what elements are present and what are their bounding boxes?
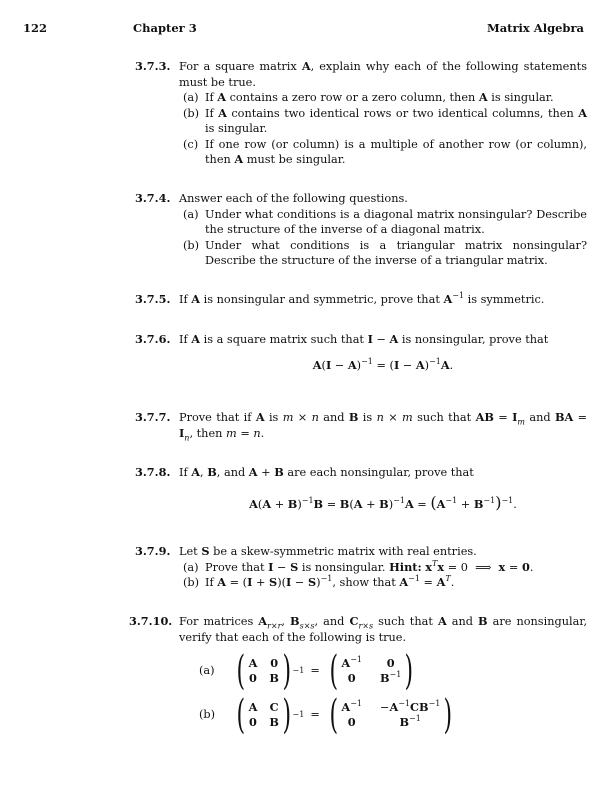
block-matrix-inverse: ( $A^{-1}$ $-A^{-1}CB^{-1}$ 0 $B^{-1}$ ) <box>329 692 453 738</box>
problem-3-7-3 <box>135 59 587 168</box>
part-c: (c) If one row (or column) is a multiple of another row (or column), then A must be singular. <box>183 137 587 166</box>
problem-3-7-4 <box>135 191 587 269</box>
problem-number: 3.7.8. <box>135 465 171 479</box>
block-matrix: ( A C 0 B ) −1 <box>236 692 305 738</box>
problem-3-7-5 <box>135 292 587 308</box>
problem-3-7-9 <box>135 544 587 591</box>
problem-text: For a square matrix A, explain why each of the following statements must be true. <box>179 59 587 89</box>
part-b: (b) If $A = (I + S)(I - S)^{-1}$, show that $A^{-1} = A^T$. <box>183 574 455 589</box>
running-title: Matrix Algebra <box>487 21 584 35</box>
problem-number: 3.7.3. <box>135 59 171 73</box>
problem-3-7-10 <box>129 614 588 738</box>
problem-number: 3.7.10. <box>129 614 173 628</box>
problem-number: 3.7.7. <box>135 410 171 424</box>
problem-3-7-6 <box>135 332 587 373</box>
problem-number: 3.7.9. <box>135 544 171 558</box>
display-equation: $A(I - A)^{-1} = (I - A)^{-1}A$. <box>312 356 454 372</box>
problem-text: If A is nonsingular and symmetric, prove that $A^{-1}$ is symmetric. <box>179 291 545 306</box>
equation-b: (b) ( A C 0 B ) −1 = ( $A^{-1}$ $-A^{-1}CB^{-1}$ 0 $B^{-1}$ ) <box>199 695 587 735</box>
problem-text: Let S be a skew-symmetric matrix with real entries. <box>179 544 477 558</box>
part-a: (a) Under what conditions is a diagonal matrix nonsingular? Describe the structure of the inverse of a diagonal matrix. <box>183 207 587 236</box>
block-matrix: ( A 0 0 B ) −1 <box>236 648 305 694</box>
block-matrix-inverse: ( $A^{-1}$ 0 0 $B^{-1}$ ) <box>329 648 414 694</box>
problem-3-7-7 <box>135 410 587 441</box>
part-b: (b) Under what conditions is a triangular matrix nonsingular? Describe the structure of the inverse of a triangular matrix. <box>183 238 587 267</box>
problem-text: For matrices $A_{r\times r}$, $B_{s\times s}$, and $C_{r\times s}$ such that A and B are nonsingular, verify that each of the following is true. <box>179 614 588 644</box>
part-a: (a) Prove that I − S is nonsingular. Hint: $x^Tx = 0$ ⟹ x = 0. <box>183 558 534 574</box>
problem-number: 3.7.6. <box>135 332 171 346</box>
problem-number: 3.7.5. <box>135 292 171 306</box>
equation-a: (a) ( A 0 0 B ) −1 = ( $A^{-1}$ 0 0 $B^{-1}$ ) <box>199 651 587 691</box>
page-number: 122 <box>23 21 48 35</box>
problem-text: If A is a square matrix such that I − A is nonsingular, prove that <box>179 332 549 346</box>
chapter-label: Chapter 3 <box>133 21 197 35</box>
part-a: (a) If A contains a zero row or a zero column, then A is singular. <box>183 90 554 104</box>
part-b: (b) If A contains two identical rows or two identical columns, then A is singular. <box>183 105 588 135</box>
problem-text: If A, B, and A + B are each nonsingular, prove that <box>179 465 474 479</box>
problem-text: Answer each of the following questions. <box>179 192 408 205</box>
problem-number: 3.7.4. <box>135 191 171 205</box>
display-equation: $A(A + B)^{-1}B = B(A + B)^{-1}A = (A^{-1} + B^{-1})^{-1}$. <box>249 492 517 512</box>
problem-3-7-8 <box>135 465 587 512</box>
problem-text: Prove that if A is m × n and B is n × m such that AB = $I_m$ and BA = $I_n$, then m = n. <box>179 410 588 442</box>
